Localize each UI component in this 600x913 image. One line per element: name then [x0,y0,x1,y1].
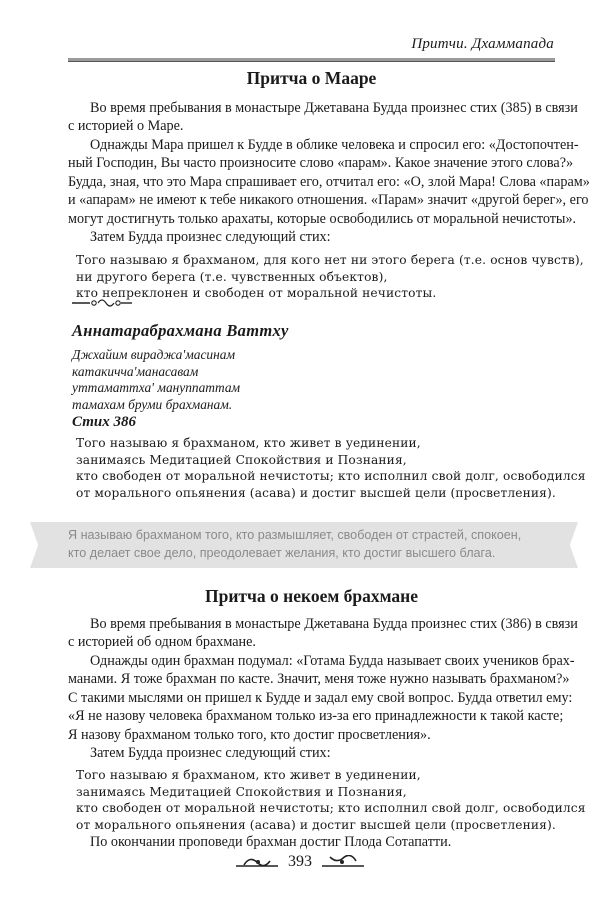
text-line: Будда, зная, что это Мара спрашивает его, отчитал его: «О, злой Мара! Слова «парам» [68,173,590,190]
banner-line: кто делает свое дело, преодолевает желания, кто достиг высшего блага. [68,546,496,560]
translit-line: уттаматтха' мануппаттам [72,380,241,395]
page-footer [0,853,600,871]
translit-line: Джхайим вираджа'масинам [72,347,235,362]
paragraph-verse-intro-1: Затем Будда произнес следующий стих: [90,229,331,245]
verse-line: от морального опьянения (асава) и достиг высшей цели (просветления). [76,817,556,832]
page-number: 393 [288,853,312,870]
verse-line: кто свободен от моральной нечистоты; кто исполнил свой долг, освободился [76,801,586,815]
text-line: Во время пребывания в монастыре Джетавана Будда произнес стих (385) в связи [90,100,578,116]
text-line: «Я не назову человека брахманом только из-за его принадлежности к такой касте; [68,708,564,725]
verse-line: занимаясь Медитацией Спокойствия и Познания, [76,784,407,799]
quote-banner-text [68,526,552,562]
section-title-brahmin: Притча о некоем брахмане [204,586,419,606]
text-line: и «апарам» не имеют к тебе никакого отношения. «Парам» значит «другой берег», его [68,192,589,209]
stanza-label: Стих 386 [72,414,136,430]
pali-transliteration [72,347,240,413]
text-line: Однажды Мара пришел к Будде в облике человека и спросил его: «Достопочтен- [90,137,579,153]
verse-386 [76,435,586,501]
verse-line: ни другого берега (т.е. чувственных объектов), [76,269,388,284]
paragraph-intro-brahmin [68,615,578,652]
paragraph-intro-mara [68,99,578,136]
verse-line: кто непреклонен и свободен от моральной нечистоты. [76,286,437,300]
verse-line: от морального опьянения (асава) и достиг высшей цели (просветления). [76,485,556,500]
verse-line: кто свободен от моральной нечистоты; кто исполнил свой долг, освободился [76,469,586,483]
text-line: С такими мыслями он пришел к Будде и задал ему свой вопрос. Будда ответил ему: [68,689,573,706]
text-line: Однажды один брахман подумал: «Готама Будда называет своих учеников брах- [90,653,575,669]
text-line: манами. Я тоже брахман по касте. Значит, меня тоже нужно называть брахманом?» [68,671,570,688]
translit-line: тамахам бруми брахманам. [72,396,233,412]
text-line: с историей о Маре. [68,118,184,135]
banner-line: Я называю брахманом того, кто размышляет, свободен от страстей, спокоен, [68,528,522,542]
paragraph-brahmin-story [68,652,575,744]
text-line: ный Господин, Вы часто произносите слово «парам». Какое значение этого слова?» [68,155,574,172]
text-line: Во время пребывания в монастыре Джетавана Будда произнес стих (386) в связи [90,616,578,632]
paragraph-verse-intro-2: Затем Будда произнес следующий стих: [90,745,331,761]
right-ornament-icon [322,855,364,869]
translit-line: катакичча'манасавам [72,363,199,379]
left-ornament-icon [236,855,278,869]
verse-line: Того называю я брахманом, кто живет в уединении, [76,768,421,782]
paragraph-conclusion: По окончании проповеди брахман достиг Плода Сотапатти. [90,834,452,850]
text-line: Я назову брахманом только того, кто достиг просветления». [68,726,431,743]
verse-line: Того называю я брахманом, кто живет в уединении, [76,436,421,450]
section-title-annatara: Аннатарабрахмана Ваттху [72,321,289,340]
verse-385 [76,252,584,302]
running-head: Притчи. Дхаммапада [411,36,554,52]
section-title-mara: Притча о Мааре [246,68,377,88]
verse-386-repeat [76,767,586,833]
paragraph-mara-story [68,136,590,228]
text-line: с историей об одном брахмане. [68,634,256,651]
header-rule [68,61,555,62]
verse-line: Того называю я брахманом, для кого нет ни этого берега (т.е. основ чувств), [76,253,584,267]
ornament-divider-icon [72,297,132,309]
text-line: могут достигнуть только арахаты, которые освободились от моральной нечистоты». [68,210,577,227]
verse-line: занимаясь Медитацией Спокойствия и Познания, [76,452,407,467]
